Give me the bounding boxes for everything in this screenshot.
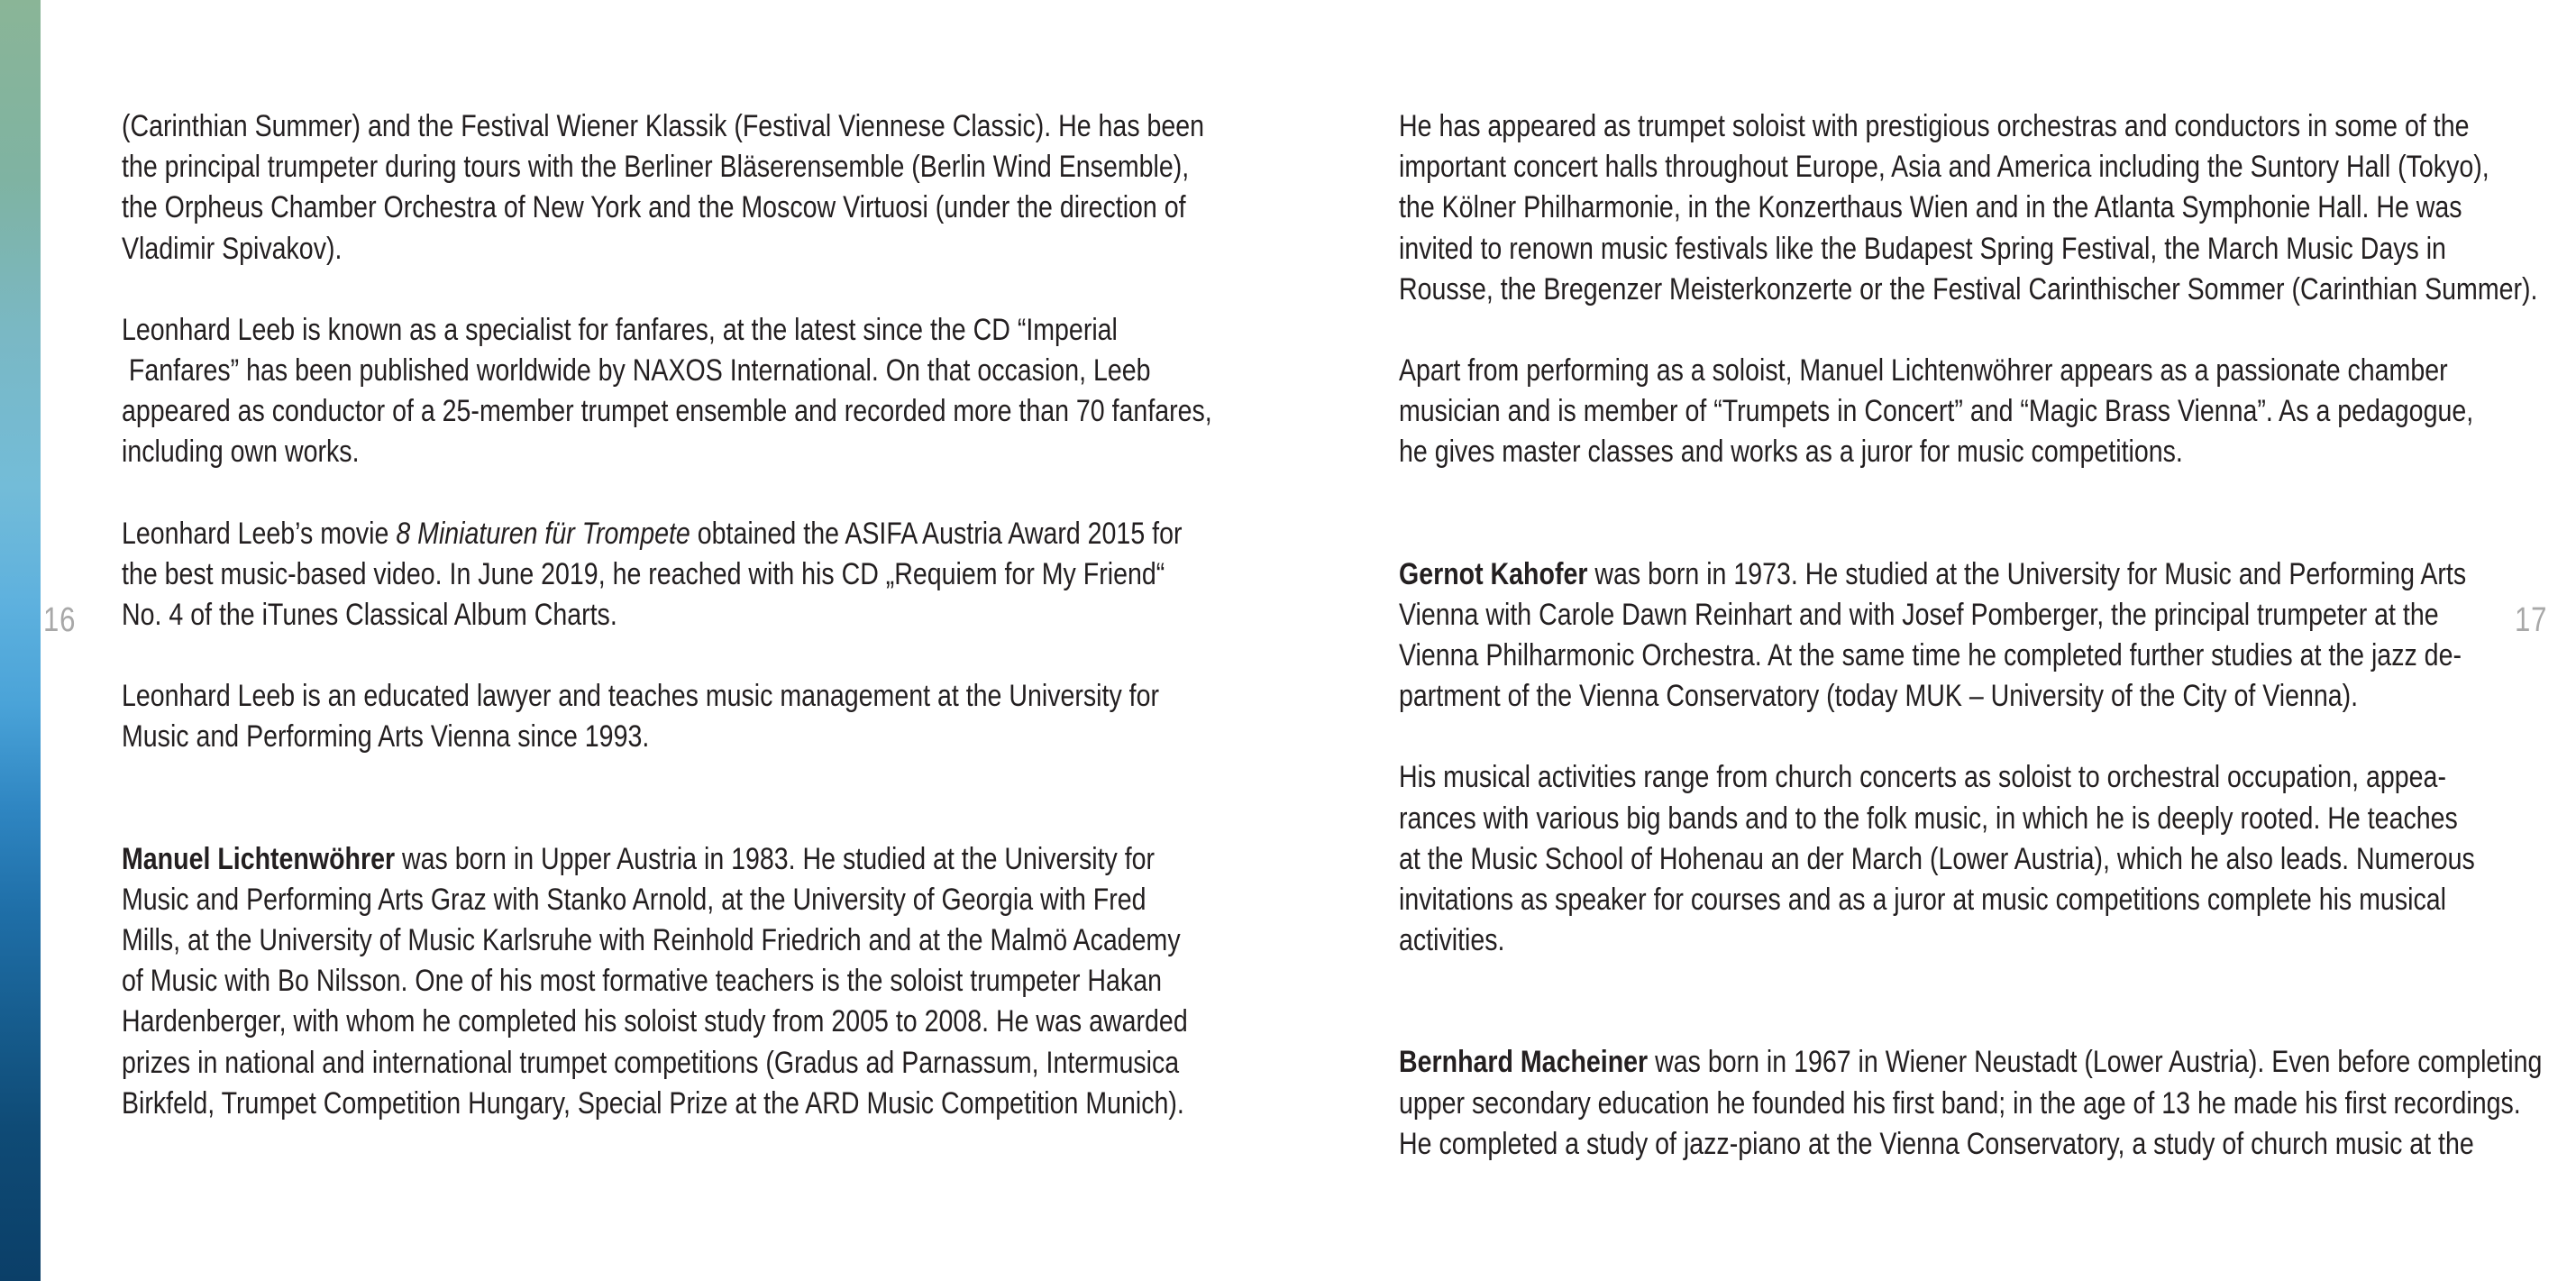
text-line: rances with various big bands and to the folk music, in which he is deeply rooted. He teaches [1399,801,2458,836]
text-line: Leonhard Leeb is known as a specialist for fanfares, at the latest since the CD “Imperial [122,312,1118,347]
text-line: (Carinthian Summer) and the Festival Wiener Klassik (Festival Viennese Classic). He has been [122,109,1205,143]
right-page-column [1399,106,2576,1165]
fanfares-paragraph [122,310,1212,473]
text-line: Music and Performing Arts Vienna since 1993. [122,719,650,755]
text-line: He completed a study of jazz-piano at the Vienna Conservatory, a study of church music at the [1399,1126,2474,1161]
text-line: Music and Performing Arts Graz with Stanko Arnold, at the University of Georgia with Fred [122,882,1146,917]
text-run: obtained the ASIFA Austria Award 2015 for [690,516,1183,551]
text-line [1399,1042,2543,1083]
text-run: was born in 1973. He studied at the University for Music and Performing Arts [1587,556,2467,591]
activities-paragraph [1399,757,2475,961]
soloist-paragraph [1399,106,2538,310]
movie-paragraph [122,514,1183,636]
kahofer-paragraph [1399,554,2467,718]
text-line: the best music-based video. In June 2019, he reached with his CD „Requiem for My Friend“ [122,556,1165,591]
text-line: invited to renown music festivals like the Budapest Spring Festival, the March Music Days in [1399,231,2446,266]
text-line: Mills, at the University of Music Karlsruhe with Reinhold Friedrich and at the Malmö Academy [122,923,1181,958]
text-line: upper secondary education he founded his first band; in the age of 13 he made his first recordings. [1399,1085,2521,1121]
text-line: Hardenberger, with whom he completed his soloist study from 2005 to 2008. He was awarded [122,1004,1188,1039]
text-run: was born in Upper Austria in 1983. He studied at the University for [395,841,1156,876]
text-line: His musical activities range from church concerts as soloist to orchestral occupation, appea- [1399,760,2446,795]
text-line: he gives master classes and works as a juror for music competitions. [1399,435,2183,470]
text-line: of Music with Bo Nilsson. One of his most formative teachers is the soloist trumpeter Hakan [122,964,1162,999]
text-line: the Kölner Philharmonie, in the Konzerthaus Wien and in the Atlanta Symphonie Hall. He was [1399,190,2462,225]
person-name: Bernhard Macheiner [1399,1045,1649,1080]
text-line: Birkfeld, Trumpet Competition Hungary, Special Prize at the ARD Music Competition Munich). [122,1085,1184,1121]
person-name: Manuel Lichtenwöhrer [122,841,396,876]
page-number-right: 17 [2515,601,2548,639]
text-line: invitations as speaker for courses and as a juror at music competitions complete his musical [1399,883,2446,918]
person-name: Gernot Kahofer [1399,556,1588,591]
text-line: Leonhard Leeb is an educated lawyer and teaches music management at the University for [122,679,1160,714]
text-line: the Orpheus Chamber Orchestra of New York and the Moscow Virtuosi (under the direction of [122,190,1186,225]
text-line [1399,554,2467,595]
macheiner-paragraph [1399,1042,2543,1165]
text-line: He has appeared as trumpet soloist with prestigious orchestras and conductors in some of the [1399,109,2470,143]
text-line: appeared as conductor of a 25-member trumpet ensemble and recorded more than 70 fanfares, [122,394,1212,429]
text-line: the principal trumpeter during tours with the Berliner Bläserensemble (Berlin Wind Ensemble), [122,150,1190,185]
left-page-column [122,106,1329,1124]
text-line: Rousse, the Bregenzer Meisterkonzerte or the Festival Carinthischer Sommer (Carinthian Summer). [1399,271,2538,307]
text-run: Leonhard Leeb’s movie [122,516,397,551]
text-line: No. 4 of the iTunes Classical Album Charts. [122,598,617,633]
text-line: Apart from performing as a soloist, Manuel Lichtenwöhrer appears as a passionate chamber [1399,353,2448,389]
carinthian-paragraph [122,106,1205,270]
text-line: musician and is member of “Trumpets in Concert” and “Magic Brass Vienna”. As a pedagogue, [1399,394,2474,429]
text-line [122,514,1183,554]
text-line: important concert halls throughout Europe, Asia and America including the Suntory Hall (Tokyo), [1399,150,2489,185]
text-line: at the Music School of Hohenau an der March (Lower Austria), which he also leads. Numerous [1399,841,2475,876]
text-line [122,839,1156,880]
movie-title: 8 Miniaturen für Trompete [396,516,690,551]
text-line: Vienna Philharmonic Orchestra. At the same time he completed further studies at the jazz de- [1399,638,2462,673]
text-line: Vladimir Spivakov). [122,231,343,266]
text-line: including own works. [122,435,360,470]
text-line: Vienna with Carole Dawn Reinhart and with Josef Pomberger, the principal trumpeter at the [1399,597,2439,632]
text-line: partment of the Vienna Conservatory (today MUK – University of the City of Vienna). [1399,679,2359,714]
text-line: Fanfares” has been published worldwide by NAXOS International. On that occasion, Leeb [122,353,1151,389]
text-run: was born in 1967 in Wiener Neustadt (Lower Austria). Even before completing [1648,1045,2543,1080]
decorative-watercolor-strip [0,0,41,1281]
lawyer-paragraph [122,676,1160,757]
lichtenwoehrer-paragraph [122,839,1188,1124]
page-number-left: 16 [43,601,77,639]
text-line: prizes in national and international trumpet competitions (Gradus ad Parnassum, Intermusica [122,1045,1180,1080]
chamber-paragraph [1399,351,2474,473]
text-line: activities. [1399,923,1505,958]
